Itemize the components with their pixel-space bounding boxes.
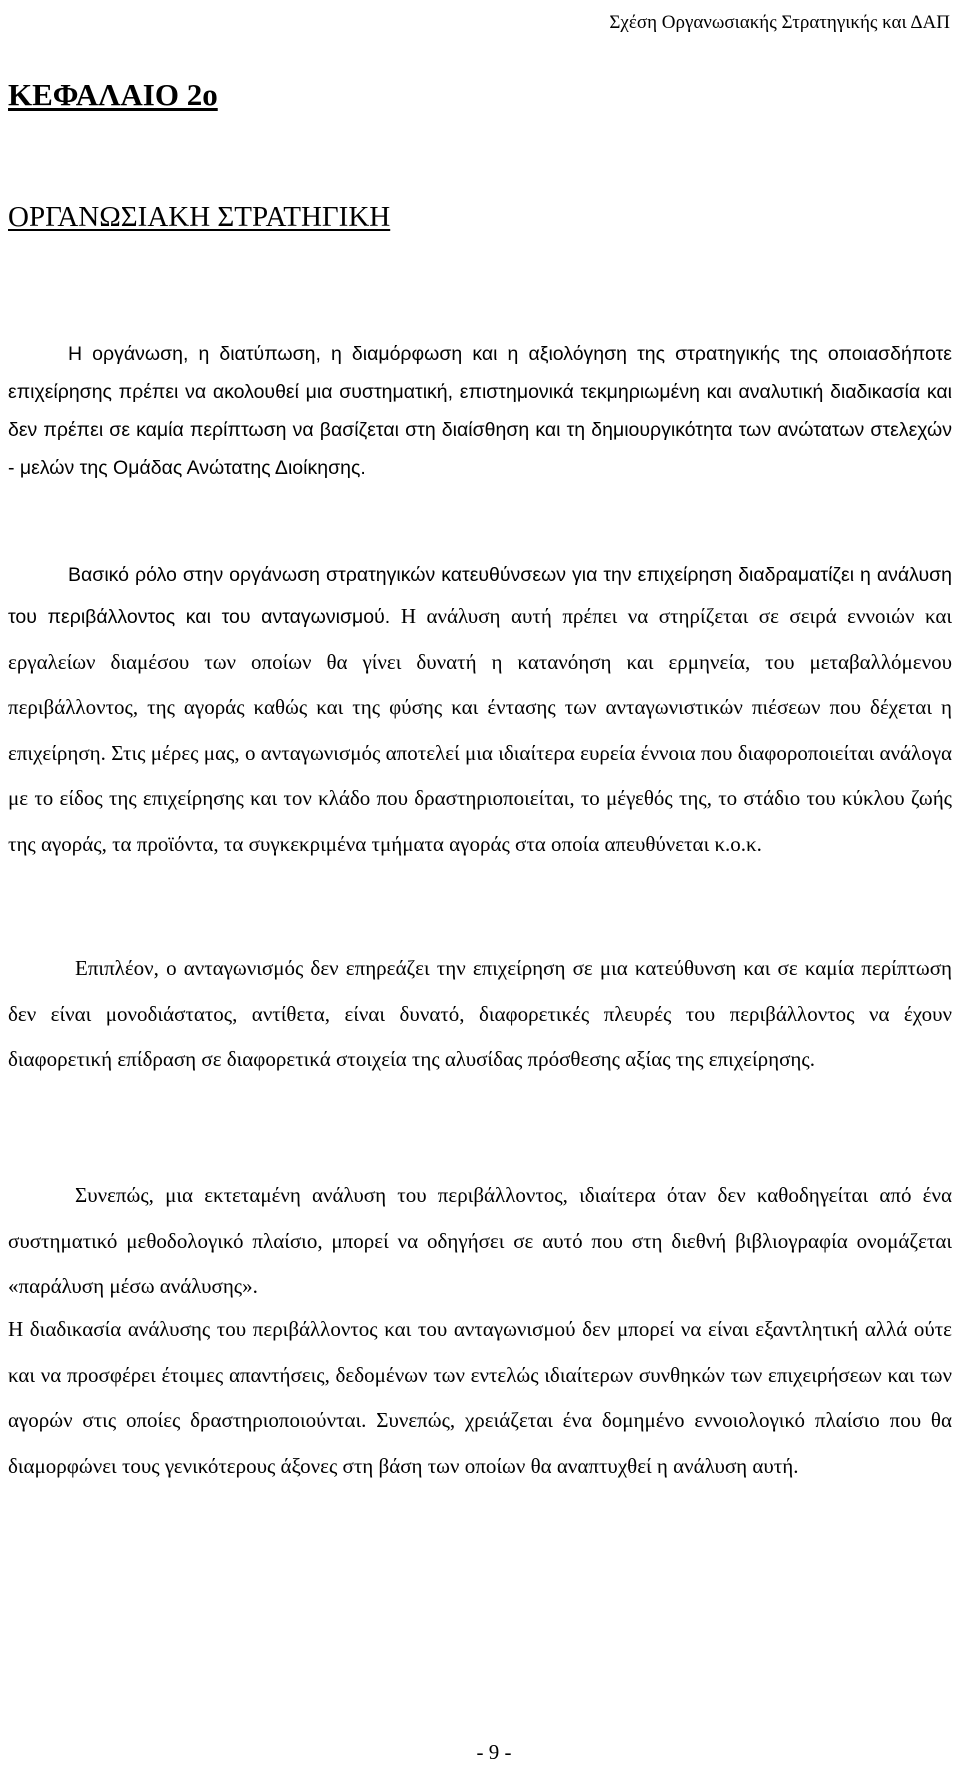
paragraph-framework: Η διαδικασία ανάλυσης του περιβάλλοντος και του ανταγωνισμού δεν μπορεί να είναι εξαντλητική αλλά ούτε και να προσφέρει έτοιμες απαντήσεις, δεδομένων των εντελώς ιδιαίτερων συνθηκών των επιχειρήσεων και των αγορών στις οποίες δραστηριοποιούνται. Συνεπώς, χρειάζεται ένα δομημένο εννοιολογικό πλαίσιο που θα διαμορφώνει τους γενικότερους άξονες στη βάση των οποίων θα αναπτυχθεί η ανάλυση αυτή. (8, 1317, 952, 1478)
running-header: Σχέση Οργανωσιακής Στρατηγικής και ΔΑΠ (609, 12, 950, 33)
page-number: - 9 - (476, 1740, 512, 1764)
paragraph-environment-analysis (8, 556, 952, 867)
paragraph-environment-role: Βασικό ρόλο στην οργάνωση στρατηγικών κατευθύνσεων για την επιχείρηση διαδραματίζει η ανάλυση του περιβάλλοντος και του ανταγωνισμού. (8, 564, 952, 628)
paragraph-intro: Η οργάνωση, η διατύπωση, η διαμόρφωση και η αξιολόγηση της στρατηγικής της οποιασδήποτε επιχείρησης πρέπει να ακολουθεί μια συστηματική, επιστημονικά τεκμηριωμένη και αναλυτική διαδικασία και δεν πρέπει σε καμία περίπτωση να βασίζεται στη διαίσθηση και τη δημιουργικότητα των ανώτατων στελεχών - μελών της Ομάδας Ανώτατης Διοίκησης. (8, 343, 952, 479)
paragraph-environment-detail: Η ανάλυση αυτή πρέπει να στηρίζεται σε σειρά εννοιών και εργαλείων διαμέσου των οποίων θα γίνει δυνατή η κατανόηση και ερμηνεία, του μεταβαλλόμενου περιβάλλοντος, της αγοράς καθώς και της φύσης και έντασης των ανταγωνιστικών πιέσεων που δέχεται η επιχείρηση. Στις μέρες μας, ο ανταγωνισμός αποτελεί μια ιδιαίτερα ευρεία έννοια που διαφοροποιείται ανάλογα με το είδος της επιχείρησης και τον κλάδο που δραστηριοποιείται, το μέγεθός της, το στάδιο του κύκλου ζωής της αγοράς, τα προϊόντα, τα συγκεκριμένα τμήματα αγοράς στα οποία απευθύνεται κ.ο.κ. (8, 604, 953, 856)
section-title: ΟΡΓΑΝΩΣΙΑΚΗ ΣΤΡΑΤΗΓΙΚΗ (8, 201, 391, 233)
chapter-label: ΚΕΦΑΛΑΙΟ 2ο (8, 77, 218, 112)
paragraph-competition: Επιπλέον, ο ανταγωνισμός δεν επηρεάζει την επιχείρηση σε μια κατεύθυνση και σε καμία περίπτωση δεν είναι μονοδιάστατος, αντίθετα, είναι δυνατό, διαφορετικές πλευρές του περιβάλλοντος να έχουν διαφορετική επίδραση σε διαφορετικά στοιχεία της αλυσίδας πρόσθεσης αξίας της επιχείρησης. (8, 956, 952, 1071)
paragraph-paralysis: Συνεπώς, μια εκτεταμένη ανάλυση του περιβάλλοντος, ιδιαίτερα όταν δεν καθοδηγείται από ένα συστηματικό μεθοδολογικό πλαίσιο, μπορεί να οδηγήσει σε αυτό που στη διεθνή βιβλιογραφία ονομάζεται «παράλυση μέσω ανάλυσης». (8, 1183, 952, 1298)
